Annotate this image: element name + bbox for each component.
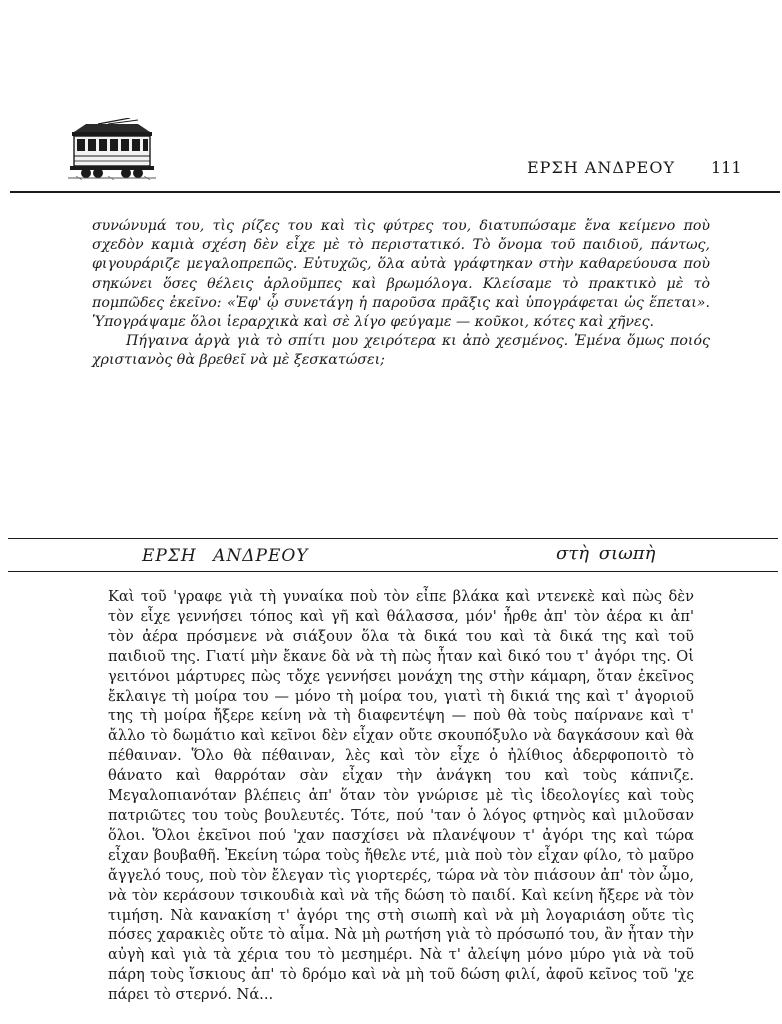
running-title: ΕΡΣΗ ΑΝΔΡΕΟΥ <box>527 158 676 177</box>
second-text-block <box>108 587 694 1005</box>
section-rule-top <box>8 538 778 539</box>
paragraph: Πήγαινα ἀργὰ γιὰ τὸ σπίτι μου χειρότερα κι ἀπὸ χεσμένος. Ἐμένα ὅμως ποιός χριστιανὸς θὰ βρεθεῖ νὰ μὲ ξεσκατώσει; <box>92 333 710 369</box>
paragraph: συνώνυμά του, τὶς ρίζες του καὶ τὶς φύτρες του, διατυπώσαμε ἕνα κείμενο ποὺ σχεδὸν καμιὰ σχέση δὲν εἶχε μὲ τὸ περιστατικό. Τὸ ὄνομα τοῦ παιδιοῦ, πάντως, φιγουράριζε μεγαλοπρεπῶς. Εὐτυχῶς, ὅλα αὐτὰ γράφτηκαν στὴν καθαρεύουσα ποὺ σηκώνει ὅσες θέλεις ἀρλοῦμπες καὶ βρωμόλογα. Κλείσαμε τὸ πρακτικὸ μὲ τὸ πομπῶδες ἐκεῖνο: «Ἐφ' ᾧ συνετάγη ἡ παροῦσα πρᾶξις καὶ ὑπογράφεται ὡς ἕπεται». Ὑπογράψαμε ὅλοι ἱεραρχικὰ καὶ σὲ λίγο φεύγαμε — κοῦκοι, κότες καὶ χῆνες. <box>92 218 710 331</box>
section-rule-bottom <box>8 571 778 572</box>
tram-car-icon <box>68 118 156 180</box>
page-header <box>0 0 782 200</box>
header-rule <box>10 191 780 193</box>
first-text-block <box>92 217 710 371</box>
page-number: 111 <box>711 158 742 177</box>
section-title: στὴ σιωπὴ <box>556 543 656 564</box>
section-author: ΕΡΣΗ ΑΝΔΡΕΟΥ <box>142 546 309 566</box>
paragraph: Καὶ τοῦ 'γραφε γιὰ τὴ γυναίκα ποὺ τὸν εἶπε βλάκα καὶ ντενεκὲ καὶ πὼς δὲν τὸν εἶχε γεννήσει τόπος καὶ γῆ καὶ θάλασσα, μόν' ἦρθε ἀπ' τὸν ἀέρα κι ἀπ' τὸν ἀέρα πρόσμενε νὰ σιάξουν ὅλα τὰ δικά του καὶ τὰ δικά της καὶ τοῦ παιδιοῦ της. Γιατί μὴν ἔκανε δὰ νὰ τὴ πὼς ἦταν καὶ δικό του τ' ἀγόρι της. Οἱ γειτόνοι μάρτυρες πὼς τὄχε γεννήσει μονάχη της στὴν κάμαρη, ὅταν ἐκεῖνος ἔκλαιγε τὴ μοίρα του — μόνο τὴ μοίρα του, γιατὶ τὴ δικιά της καὶ τ' ἀγοριοῦ της τὴ μοίρα ἤξερε κείνη νὰ τὴ διαφεντέψη — ποὺ θὰ τοὺς παίρνανε καὶ τ' ἄλλο τὸ δωμάτιο καὶ κεῖνοι δὲν εἶχαν οὔτε σκουπόξυλο νὰ δαγκάσουν καὶ θὰ πέθαιναν. Ὅλο θὰ πέθαιναν, λὲς καὶ τὸν εἶχε ὁ ἠλίθιος ἀδερφοποιτὸ τὸ θάνατο καὶ θαρρόταν σὰν εἶχαν τὴν ἀνάγκη του καὶ τοὺς κάπνιζε. Μεγαλοπιανόταν βλέπεις ἀπ' ὅταν τὸν γνώρισε μὲ τὶς ἰδεολογίες καὶ τοὺς πατριῶτες του τοὺς βουλευτές. Τότε, πού 'ταν ὁ λόγος φτηνὸς καὶ μιλοῦσαν ὅλοι. Ὅλοι ἐκεῖνοι πού 'χαν πασχίσει νὰ πλανέψουν τ' ἀγόρι της καὶ τώρα εἶχαν βουβαθῆ. Ἐκείνη τώρα τοὺς ἤθελε ντέ, μιὰ ποὺ τὸν εἶχαν φίλο, τὸ μαῦρο ἄγγελό τους, ποὺ τὸν ἔλεγαν τὶς γιορτερές, τώρα νὰ τὸν πιάσουν ἀπ' τὸν ὦμο, νὰ τὸν κεράσουν τσικουδιὰ καὶ νὰ τῆς δώση τὸ παιδί. Καὶ κείνη ἤξερε νὰ τὸν τιμήση. Νὰ κανακίση τ' ἀγόρι της στὴ σιωπὴ καὶ νὰ μὴ λογαριάση οὔτε τὶς πόσες χαρακιὲς οὔτε τὸ αἷμα. Νὰ μὴ ρωτήση γιὰ τὸ πρόσωπό του, ἂν ἦταν τὴν αὐγὴ καὶ γιὰ τὰ χέρια του τὸ μεσημέρι. Νὰ τ' ἀλείψη μόνο μύρο γιὰ νὰ τοῦ πάρη τοὺς ἴσκιους ἀπ' τὸ δρόμο καὶ νὰ μὴ τοῦ δώση φιλί, ἀφοῦ κεῖνος τοῦ 'χε πάρει τὸ στερνό. Νά... <box>108 588 694 1004</box>
